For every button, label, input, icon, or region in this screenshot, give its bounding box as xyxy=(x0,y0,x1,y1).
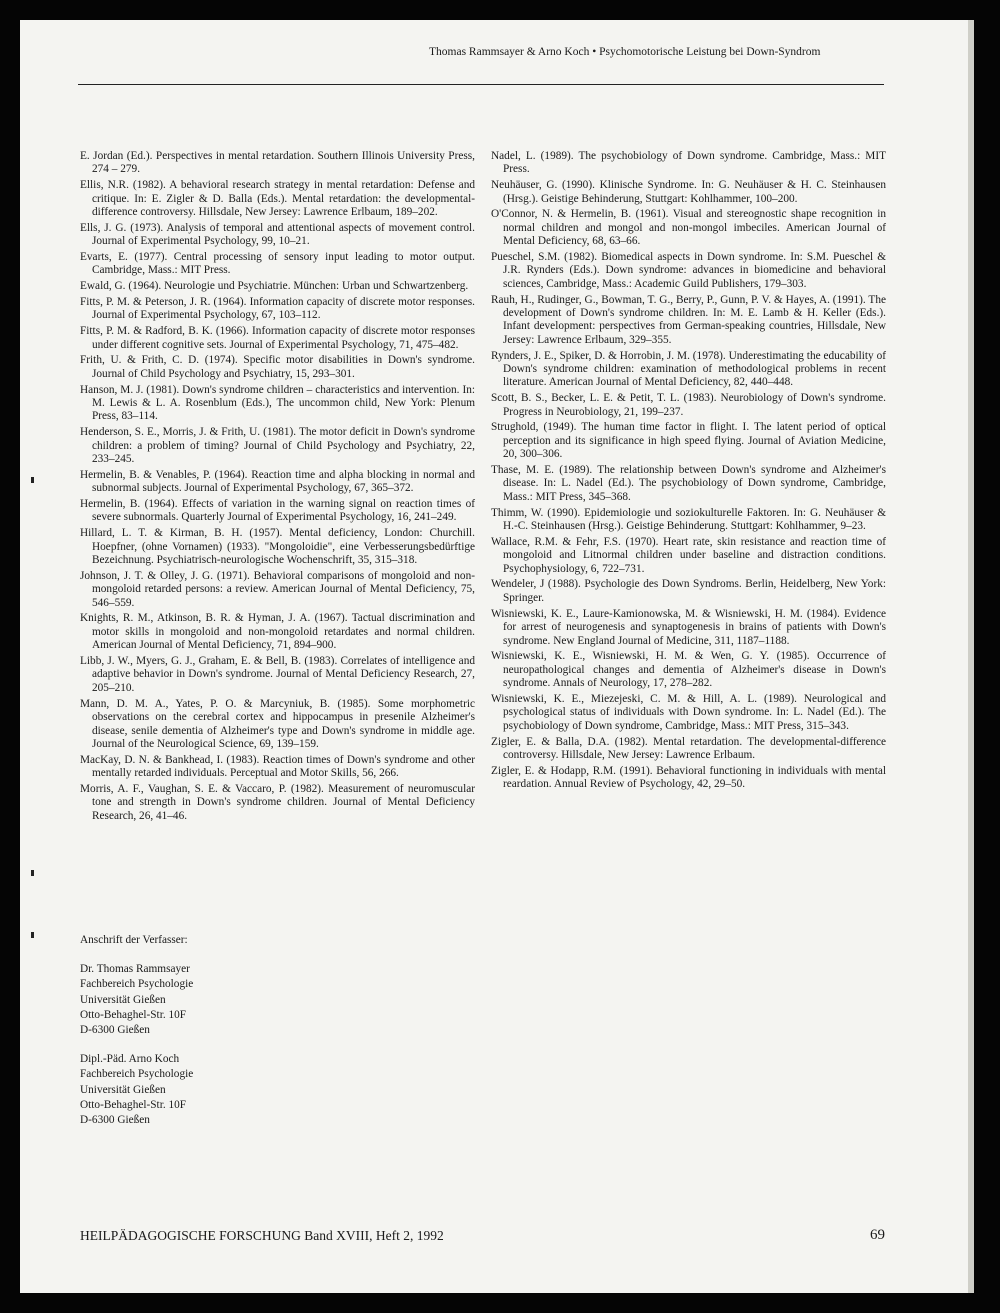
address-line: Dr. Thomas Rammsayer xyxy=(80,963,190,976)
reference-entry: Morris, A. F., Vaughan, S. E. & Vaccaro, P. (1982). Measurement of neuromuscular tone and strength in Down's syndrome children. Journal of Mental Deficiency Research, 26, 41–46. xyxy=(80,782,475,822)
address-line: D-6300 Gießen xyxy=(80,1114,150,1127)
reference-entry: Henderson, S. E., Morris, J. & Frith, U. (1981). The motor deficit in Down's syndrome children: a problem of timing? Journal of Child Psychology and Psychiatry, 22, 233–245. xyxy=(80,426,475,466)
references-right-column xyxy=(491,150,886,794)
address-heading: Anschrift der Verfasser: xyxy=(80,934,188,946)
reference-entry: Neuhäuser, G. (1990). Klinische Syndrome. In: G. Neuhäuser & H. C. Steinhausen (Hrsg.). Geistige Behinderung, Stuttgart: Kohlhammer, 100–200. xyxy=(491,179,886,205)
reference-entry: Strughold, (1949). The human time factor in flight. I. The latent period of optical perception and its significance in high speed flying. Journal of Aviation Medicine, 20, 300–306. xyxy=(491,421,886,461)
margin-mark xyxy=(31,932,34,938)
author-address xyxy=(80,933,193,1142)
reference-entry: Knights, R. M., Atkinson, B. R. & Hyman, J. A. (1967). Tactual discrimination and motor skills in mongoloid and non-mongoloid retardates and normal children. American Journal of Mental Deficiency, 71, 894–900. xyxy=(80,612,475,652)
header-rule xyxy=(78,84,884,85)
reference-entry: Thase, M. E. (1989). The relationship between Down's syndrome and Alzheimer's disease. In: L. Nadel (Ed.). The psychobiology of Down syndrome, Cambridge, Mass.: MIT Press, 345–368. xyxy=(491,464,886,503)
reference-entry: Hermelin, B. & Venables, P. (1964). Reaction time and alpha blocking in normal and subnormal subjects. Journal of Experimental Psychology, 67, 365–372. xyxy=(80,468,475,495)
reference-entry: Libb, J. W., Myers, G. J., Graham, E. & Bell, B. (1983). Correlates of intelligence and adaptive behavior in Down's syndrome. Journal of Mental Deficiency Research, 27, 205–210. xyxy=(80,655,475,694)
address-line: Fachbereich Psychologie xyxy=(80,1068,194,1081)
reference-entry: Wisniewski, K. E., Wisniewski, H. M. & Wen, G. Y. (1985). Occurrence of neuropathological changes and dementia of Alzheimer's disease in Down's syndrome. Annals of Neurology, 17, 278–282. xyxy=(491,650,886,690)
reference-entry: Wisniewski, K. E., Laure-Kamionowska, M. & Wisniewski, H. M. (1984). Evidence for arrest of neurogenesis and synaptogenesis in brains of patients with Down's syndrome. New England Journal of Medicine, 311, 1187–1188. xyxy=(491,607,886,647)
reference-entry: Ellis, N.R. (1982). A behavioral research strategy in mental retardation: Defense and critique. In: E. Zigler & D. Balla (Eds.). Mental retardation: the developmental- difference controversy. Hillsdale, New Jersey: Lawrence Erlbaum, 189–202. xyxy=(80,179,475,219)
reference-entry: Hermelin, B. (1964). Effects of variation in the warning signal on reaction times of severe subnormals. Quarterly Journal of Experimental Psychology, 16, 241–249. xyxy=(80,498,475,524)
margin-mark xyxy=(31,477,34,483)
address-line: Universität Gießen xyxy=(80,1083,166,1096)
reference-entry: O'Connor, N. & Hermelin, B. (1961). Visual and stereognostic shape recognition in normal children and mongol and non-mongol imbeciles. American Journal of Mental Deficiency, 68, 63–66. xyxy=(491,208,886,248)
reference-entry: Evarts, E. (1977). Central processing of sensory input leading to motor output. Cambridge, Mass.: MIT Press. xyxy=(80,251,475,277)
reference-entry: Zigler, E. & Hodapp, R.M. (1991). Behavioral functioning in individuals with mental reardation. Annual Review of Psychology, 42, 29–50. xyxy=(491,764,886,791)
reference-entry: Zigler, E. & Balla, D.A. (1982). Mental retardation. The developmental-difference controversy. Hillsdale, New Jersey: Lawrence Erlbaum. xyxy=(491,735,886,761)
address-line: Otto-Behaghel-Str. 10F xyxy=(80,1098,187,1111)
reference-entry: MacKay, D. N. & Bankhead, I. (1983). Reaction times of Down's syndrome and other mentally retarded individuals. Perceptual and Motor Skills, 56, 266. xyxy=(80,753,475,780)
page-edge xyxy=(968,20,974,1293)
reference-entry: Nadel, L. (1989). The psychobiology of Down syndrome. Cambridge, Mass.: MIT Press. xyxy=(491,150,886,176)
reference-entry: Wallace, R.M. & Fehr, F.S. (1970). Heart rate, skin resistance and reaction time of mongoloid and Litnormal children under baseline and distraction conditions. Psychophysiology, 6, 722–731. xyxy=(491,535,886,575)
address-line: Fachbereich Psychologie xyxy=(80,978,194,991)
address-line: Otto-Behaghel-Str. 10F xyxy=(80,1008,187,1021)
reference-entry: Fitts, P. M. & Radford, B. K. (1966). Information capacity of discrete motor responses under different cognitive sets. Journal of Experimental Psychology, 71, 475–482. xyxy=(80,325,475,351)
reference-entry: Hanson, M. J. (1981). Down's syndrome children – characteristics and intervention. In: M. Lewis & L. A. Rosenblum (Eds.), The uncommon child, New York: Plenum Press, 83–114. xyxy=(80,383,475,423)
journal-footer: HEILPÄDAGOGISCHE FORSCHUNG Band XVIII, Heft 2, 1992 xyxy=(80,1228,444,1243)
address-block xyxy=(80,962,193,1038)
margin-mark xyxy=(31,870,34,876)
address-line: D-6300 Gießen xyxy=(80,1024,150,1037)
page-number: 69 xyxy=(870,1227,885,1243)
reference-entry: Johnson, J. T. & Olley, J. G. (1971). Behavioral comparisons of mongoloid and non-mongoloid retarded persons: a review. American Journal of Mental Deficiency, 75, 546–559. xyxy=(80,569,475,609)
reference-entry: Pueschel, S.M. (1982). Biomedical aspects in Down syndrome. In: S.M. Pueschel & J.R. Rynders (Eds.). Down syndrome: advances in biomedicine and behavioral sciences, Cambridge, Mass.: Academic Guild Publishers, 179–303. xyxy=(491,251,886,290)
reference-entry: Hillard, L. T. & Kirman, B. H. (1957). Mental deficiency, London: Churchill. Hoepfner, (ohne Vornamen) (1933). "Mongoloidie", eine Verbesserungsbedürftige Bezeichnung. Psychiatrisch-neurologische Wochenschrift, 35, 315–318. xyxy=(80,527,475,567)
reference-entry: Rauh, H., Rudinger, G., Bowman, T. G., Berry, P., Gunn, P. V. & Hayes, A. (1991). The development of Down's syndrome children. In: M. E. Lamb & H. Keller (Eds.). Infant development: perspectives from German-speaking countries, Hillsdale, New Jersey: Lawrence Erlbaum, 329–355. xyxy=(491,293,886,346)
reference-entry: Ells, J. G. (1973). Analysis of temporal and attentional aspects of movement control. Journal of Experimental Psychology, 99, 10–21. xyxy=(80,221,475,248)
reference-entry: Thimm, W. (1990). Epidemiologie und soziokulturelle Faktoren. In: G. Neuhäuser & H.-C. Steinhausen (Hrsg.). Geistige Behinderung. Stuttgart: Kohlhammer, 9–23. xyxy=(491,506,886,533)
references-left-column xyxy=(80,150,475,826)
reference-entry: Wisniewski, K. E., Miezejeski, C. M. & Hill, A. L. (1989). Neurological and psychological status of individuals with Down syndrome. In: L. Nadel (Ed.). The psychobiology of Down syndrome, Cambridge, Mass.: MIT Press, 315–343. xyxy=(491,692,886,732)
address-line: Dipl.-Päd. Arno Koch xyxy=(80,1053,180,1066)
reference-entry: Mann, D. M. A., Yates, P. O. & Marcyniuk, B. (1985). Some morphometric observations on the cerebral cortex and hippocampus in presenile Alzheimer's disease, senile dementia of Alzheimer's type and Down's syndrome in middle age. Journal of the Neurological Science, 69, 139–159. xyxy=(80,697,475,750)
address-line: Universität Gießen xyxy=(80,993,166,1006)
reference-entry: Frith, U. & Frith, C. D. (1974). Specific motor disabilities in Down's syndrome. Journal of Child Psychology and Psychiatry, 15, 293–301. xyxy=(80,354,475,380)
reference-entry: E. Jordan (Ed.). Perspectives in mental retardation. Southern Illinois University Press, 274 – 279. xyxy=(80,150,475,176)
address-block xyxy=(80,1052,193,1128)
reference-entry: Scott, B. S., Becker, L. E. & Petit, T. L. (1983). Neurobiology of Down's syndrome. Progress in Neurobiology, 21, 199–237. xyxy=(491,392,886,418)
reference-entry: Wendeler, J (1988). Psychologie des Down Syndroms. Berlin, Heidelberg, New York: Springer. xyxy=(491,578,886,604)
reference-entry: Fitts, P. M. & Peterson, J. R. (1964). Information capacity of discrete motor responses. Journal of Experimental Psychology, 67, 103–112. xyxy=(80,296,475,322)
reference-entry: Ewald, G. (1964). Neurologie und Psychiatrie. München: Urban und Schwartzenberg. xyxy=(80,280,469,293)
running-head: Thomas Rammsayer & Arno Koch • Psychomotorische Leistung bei Down-Syndrom xyxy=(429,46,821,58)
reference-entry: Rynders, J. E., Spiker, D. & Horrobin, J. M. (1978). Underestimating the educability of Down's syndrome children: examination of methodological problems in recent literature. American Journal of Mental Deficiency, 82, 440–448. xyxy=(491,349,886,389)
